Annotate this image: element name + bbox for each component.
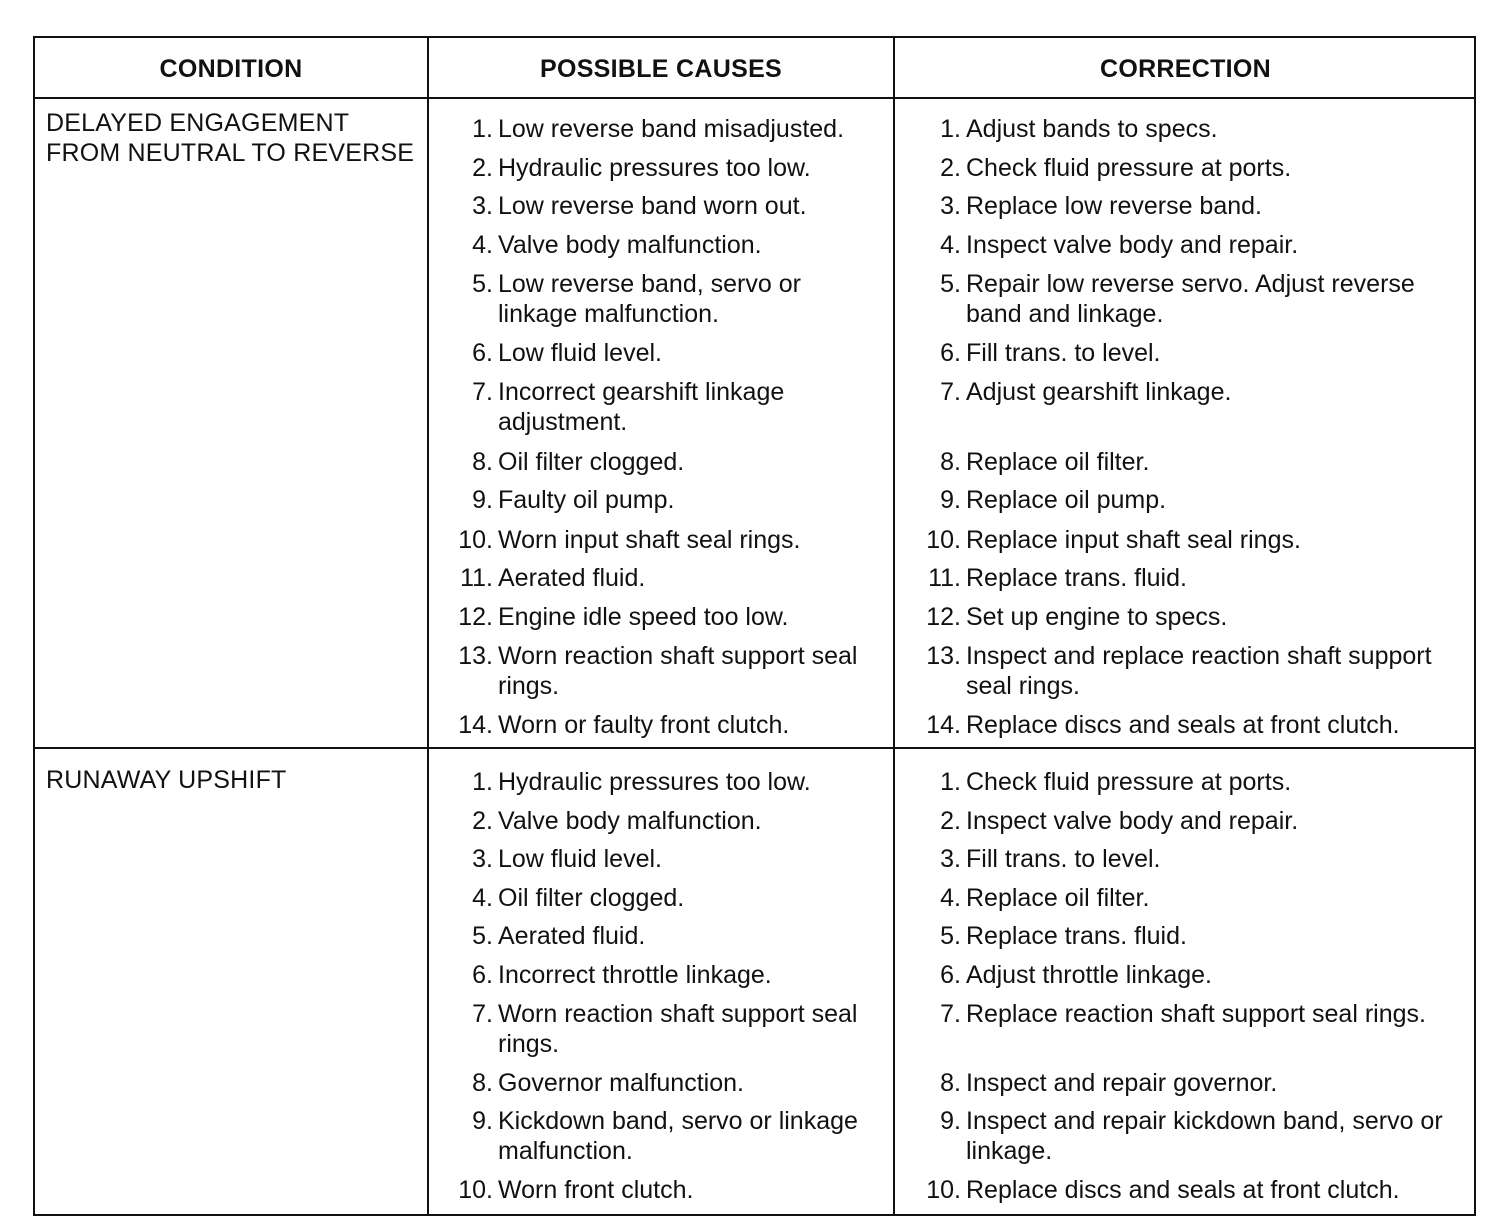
item-text: Adjust throttle linkage. [966, 961, 1212, 989]
condition-runaway-upshift: RUNAWAY UPSHIFT [46, 766, 287, 794]
cause-item [435, 338, 885, 368]
item-text: Oil filter clogged. [498, 884, 685, 912]
correction-item [901, 767, 1473, 797]
item-text: Aerated fluid. [498, 922, 646, 950]
item-text: Inspect and replace reaction shaft support seal rings. [966, 642, 1432, 700]
cause-item [435, 563, 885, 593]
correction-item [901, 230, 1473, 260]
item-text: Replace trans. fluid. [966, 922, 1187, 950]
item-text: Low reverse band worn out. [498, 192, 807, 220]
correction-item [901, 710, 1473, 740]
cause-item [435, 525, 885, 555]
correction-item [901, 338, 1473, 368]
item-text: Replace reaction shaft support seal rings. [966, 1000, 1426, 1028]
item-number: 7. [472, 378, 493, 406]
item-text: Adjust bands to specs. [966, 115, 1218, 143]
correction-item [901, 191, 1473, 221]
correction-item [901, 1175, 1473, 1205]
item-number: 9. [472, 486, 493, 514]
item-number: 2. [472, 154, 493, 182]
correction-item [901, 806, 1473, 836]
item-text: Fill trans. to level. [966, 339, 1161, 367]
item-number: 6. [472, 961, 493, 989]
item-number: 10. [458, 526, 493, 554]
item-number: 10. [926, 1176, 961, 1204]
item-number: 2. [940, 807, 961, 835]
header-correction: CORRECTION [1099, 54, 1272, 83]
item-number: 7. [940, 1000, 961, 1028]
correction-item [901, 153, 1473, 183]
item-text: Replace oil filter. [966, 448, 1150, 476]
cause-item [435, 191, 885, 221]
item-number: 5. [472, 922, 493, 950]
item-text: Check fluid pressure at ports. [966, 768, 1292, 796]
correction-item [901, 447, 1473, 477]
item-text: Valve body malfunction. [498, 231, 762, 259]
item-text: Replace input shaft seal rings. [966, 526, 1301, 554]
item-text: Faulty oil pump. [498, 486, 675, 514]
item-number: 5. [940, 922, 961, 950]
cause-item [435, 883, 885, 913]
cause-item [435, 377, 885, 437]
item-text: Hydraulic pressures too low. [498, 154, 811, 182]
diagnosis-table [33, 36, 1476, 1216]
item-number: 3. [940, 192, 961, 220]
item-number: 14. [458, 711, 493, 739]
correction-item [901, 921, 1473, 951]
item-number: 8. [940, 1069, 961, 1097]
correction-item [901, 883, 1473, 913]
item-number: 10. [926, 526, 961, 554]
item-text: Worn reaction shaft support seal rings. [498, 642, 858, 700]
correction-item [901, 1068, 1473, 1098]
item-number: 6. [940, 339, 961, 367]
item-text: Replace oil filter. [966, 884, 1150, 912]
item-text: Incorrect gearshift linkage adjustment. [498, 378, 785, 436]
item-text: Replace trans. fluid. [966, 564, 1187, 592]
cause-item [435, 602, 885, 632]
column-divider-2 [893, 38, 895, 1214]
item-text: Replace low reverse band. [966, 192, 1262, 220]
item-text: Governor malfunction. [498, 1069, 744, 1097]
item-number: 4. [472, 231, 493, 259]
item-number: 13. [458, 642, 493, 670]
item-number: 8. [472, 1069, 493, 1097]
item-text: Fill trans. to level. [966, 845, 1161, 873]
item-number: 12. [926, 603, 961, 631]
item-number: 13. [926, 642, 961, 670]
cause-item [435, 999, 885, 1059]
item-number: 14. [926, 711, 961, 739]
item-number: 9. [940, 486, 961, 514]
item-number: 3. [472, 845, 493, 873]
correction-item [901, 844, 1473, 874]
cause-item [435, 1068, 885, 1098]
item-text: Check fluid pressure at ports. [966, 154, 1292, 182]
cause-item [435, 485, 885, 515]
item-number: 1. [472, 768, 493, 796]
cause-item [435, 641, 885, 701]
item-number: 1. [940, 768, 961, 796]
item-number: 7. [940, 378, 961, 406]
item-number: 4. [472, 884, 493, 912]
item-number: 9. [472, 1107, 493, 1135]
item-number: 3. [940, 845, 961, 873]
item-number: 1. [940, 115, 961, 143]
item-text: Aerated fluid. [498, 564, 646, 592]
item-text: Adjust gearshift linkage. [966, 378, 1232, 406]
item-text: Replace discs and seals at front clutch. [966, 711, 1400, 739]
item-number: 5. [472, 270, 493, 298]
cause-item [435, 844, 885, 874]
item-text: Low reverse band misadjusted. [498, 115, 845, 143]
correction-item [901, 269, 1473, 329]
item-text: Incorrect throttle linkage. [498, 961, 772, 989]
item-number: 2. [940, 154, 961, 182]
correction-item [901, 114, 1473, 144]
item-number: 7. [472, 1000, 493, 1028]
item-text: Worn input shaft seal rings. [498, 526, 801, 554]
item-number: 4. [940, 884, 961, 912]
cause-item [435, 114, 885, 144]
correction-item [901, 525, 1473, 555]
item-text: Inspect valve body and repair. [966, 231, 1299, 259]
cause-item [435, 153, 885, 183]
item-text: Worn front clutch. [498, 1176, 694, 1204]
correction-item [901, 960, 1473, 990]
item-text: Engine idle speed too low. [498, 603, 789, 631]
item-text: Inspect and repair kickdown band, servo or linkage. [966, 1107, 1443, 1165]
condition-delayed-engagement: DELAYED ENGAGEMENT FROM NEUTRAL TO REVERSE [46, 109, 415, 167]
correction-item [901, 377, 1473, 407]
item-number: 4. [940, 231, 961, 259]
item-text: Worn or faulty front clutch. [498, 711, 790, 739]
item-text: Low fluid level. [498, 339, 662, 367]
correction-item [901, 485, 1473, 515]
item-text: Worn reaction shaft support seal rings. [498, 1000, 858, 1058]
item-number: 6. [472, 339, 493, 367]
item-number: 8. [940, 448, 961, 476]
item-number: 10. [458, 1176, 493, 1204]
cause-item [435, 767, 885, 797]
item-number: 2. [472, 807, 493, 835]
item-text: Hydraulic pressures too low. [498, 768, 811, 796]
cause-item [435, 230, 885, 260]
item-text: Replace discs and seals at front clutch. [966, 1176, 1400, 1204]
cause-item [435, 710, 885, 740]
correction-item [901, 563, 1473, 593]
item-text: Repair low reverse servo. Adjust reverse band and linkage. [966, 270, 1415, 328]
item-number: 11. [928, 564, 961, 592]
item-text: Oil filter clogged. [498, 448, 685, 476]
cause-item [435, 269, 885, 329]
cause-item [435, 1106, 885, 1166]
column-divider-1 [427, 38, 429, 1214]
cause-item [435, 806, 885, 836]
correction-item [901, 999, 1473, 1029]
item-number: 6. [940, 961, 961, 989]
cause-item [435, 1175, 885, 1205]
item-text: Replace oil pump. [966, 486, 1167, 514]
header-condition: CONDITION [159, 54, 303, 83]
item-number: 12. [458, 603, 493, 631]
item-text: Kickdown band, servo or linkage malfunction. [498, 1107, 858, 1165]
item-text: Inspect valve body and repair. [966, 807, 1299, 835]
item-text: Inspect and repair governor. [966, 1069, 1278, 1097]
item-number: 8. [472, 448, 493, 476]
row-divider [35, 747, 1474, 749]
item-text: Low fluid level. [498, 845, 662, 873]
correction-item [901, 1106, 1473, 1166]
item-number: 1. [472, 115, 493, 143]
cause-item [435, 921, 885, 951]
cause-item [435, 960, 885, 990]
item-number: 9. [940, 1107, 961, 1135]
item-number: 5. [940, 270, 961, 298]
item-number: 3. [472, 192, 493, 220]
correction-item [901, 602, 1473, 632]
item-text: Set up engine to specs. [966, 603, 1228, 631]
header-possible-causes: POSSIBLE CAUSES [539, 54, 783, 83]
item-text: Valve body malfunction. [498, 807, 762, 835]
cause-item [435, 447, 885, 477]
item-number: 11. [460, 564, 493, 592]
item-text: Low reverse band, servo or linkage malfunction. [498, 270, 801, 328]
correction-item [901, 641, 1473, 701]
